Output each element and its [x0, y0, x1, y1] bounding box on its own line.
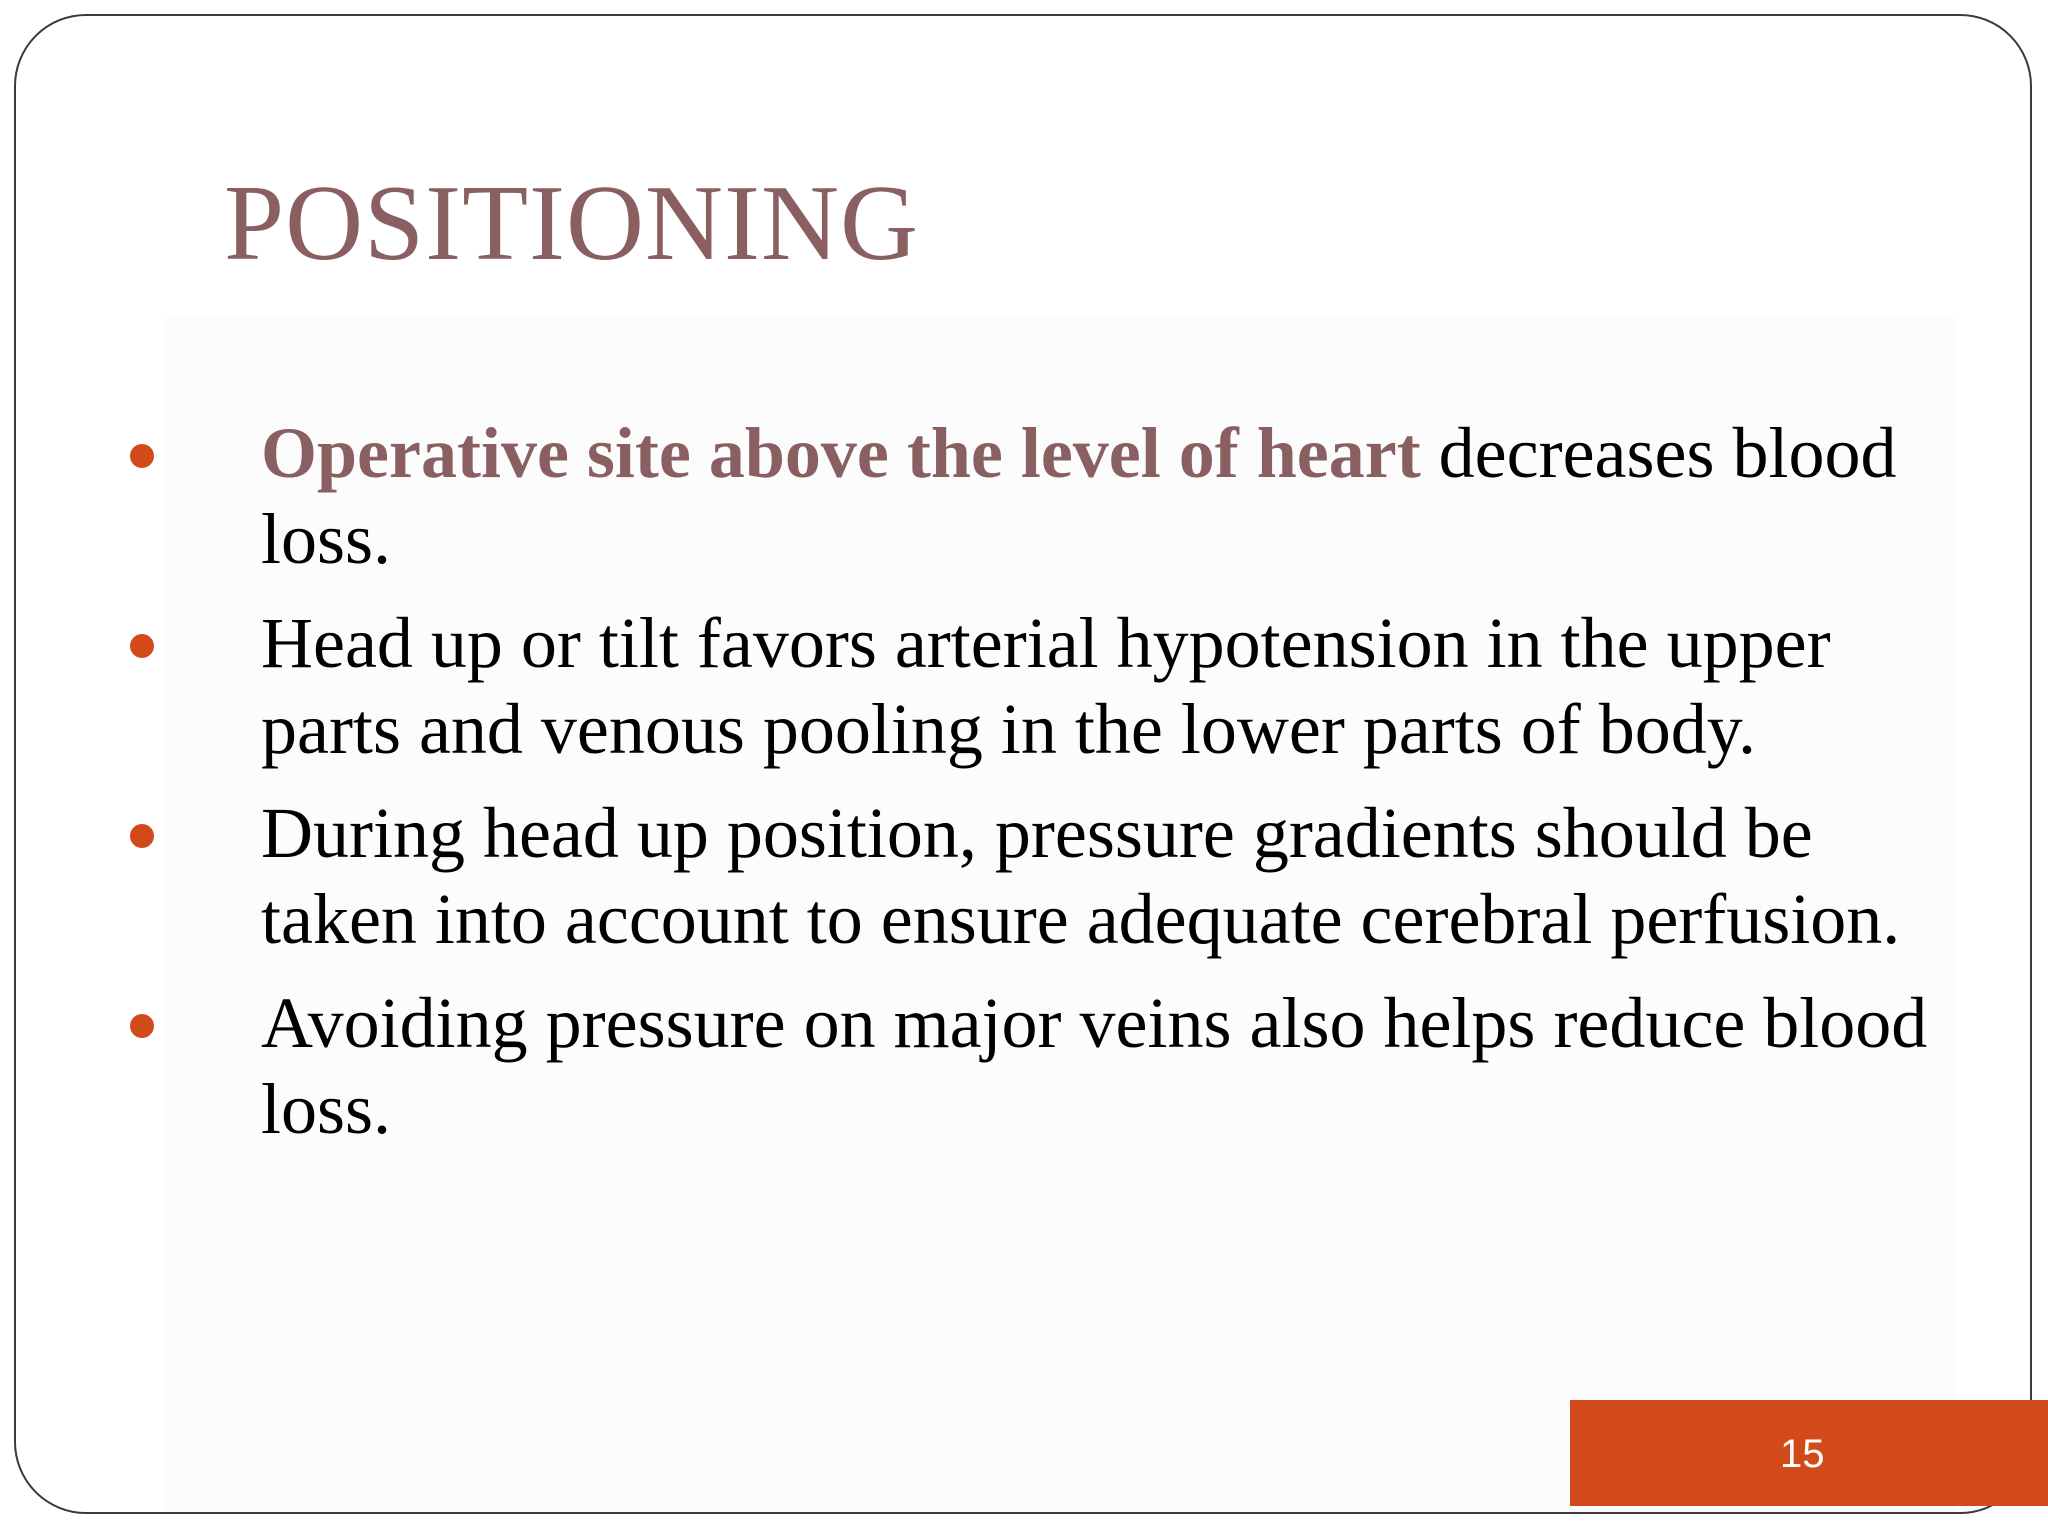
bullet-item-4	[130, 980, 1950, 1152]
bullet-item-3	[130, 790, 1950, 962]
bullet-dot-icon	[130, 634, 154, 658]
bullet-item-1	[130, 410, 1950, 582]
bullet-item-2	[130, 600, 1950, 772]
bullet-4-text: Avoiding pressure on major veins also helps reduce blood loss.	[261, 983, 1928, 1149]
bullet-2-text: Head up or tilt favors arterial hypotension in the upper parts and venous pooling in the lower parts of body.	[261, 603, 1831, 769]
bullet-dot-icon	[130, 444, 154, 468]
bullet-dot-icon	[130, 824, 154, 848]
bullet-1-text: decreases blood loss.	[261, 413, 1897, 579]
slide-title: POSITIONING	[224, 164, 919, 283]
bullet-list	[130, 410, 1950, 1170]
page-number: 15	[1780, 1432, 1825, 1476]
bullet-3-text: During head up position, pressure gradients should be taken into account to ensure adequate cerebral perfusion.	[261, 793, 1901, 959]
bullet-dot-icon	[130, 1014, 154, 1038]
bullet-1-emphasis: Operative site above the level of heart	[261, 413, 1421, 493]
